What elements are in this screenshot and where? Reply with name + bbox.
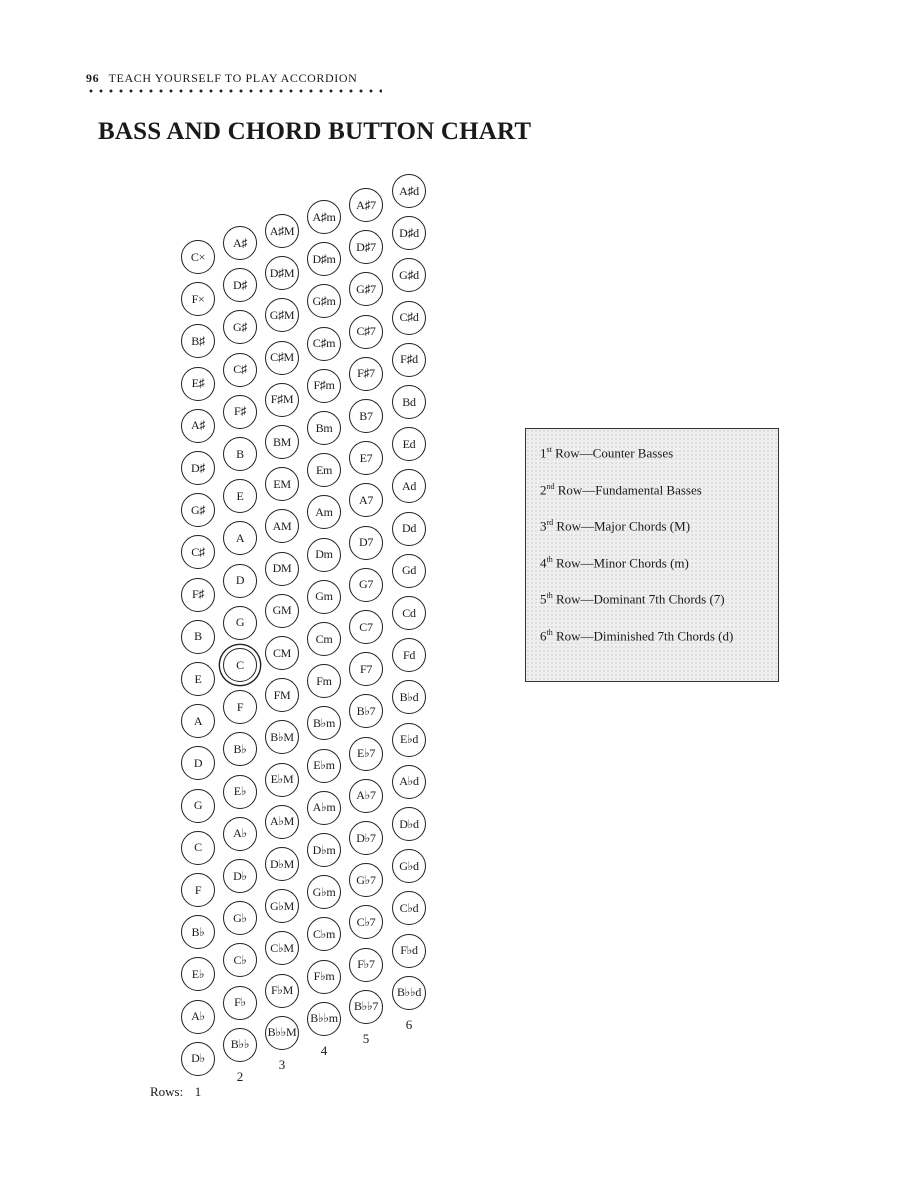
bass-button[interactable]: Ed	[392, 427, 426, 461]
bass-button[interactable]: Gm	[307, 580, 341, 614]
bass-button[interactable]: Cm	[307, 622, 341, 656]
bass-button[interactable]: G♭7	[349, 863, 383, 897]
bass-button[interactable]: C♭m	[307, 917, 341, 951]
bass-button[interactable]: G	[223, 606, 257, 640]
bass-button[interactable]: D♯7	[349, 230, 383, 264]
bass-button[interactable]: A♯d	[392, 174, 426, 208]
bass-button[interactable]: C♯m	[307, 327, 341, 361]
bass-button[interactable]: A♯	[223, 226, 257, 260]
bass-button[interactable]: G♯M	[265, 298, 299, 332]
bass-button[interactable]: C7	[349, 610, 383, 644]
bass-button[interactable]: FM	[265, 678, 299, 712]
legend-item: 4th Row—Minor Chords (m)	[540, 554, 689, 570]
bass-button[interactable]: D♭M	[265, 847, 299, 881]
bass-button[interactable]: F♯M	[265, 383, 299, 417]
bass-button[interactable]: A♭	[181, 1000, 215, 1034]
bass-button[interactable]: G♭m	[307, 875, 341, 909]
legend-item: 1st Row—Counter Basses	[540, 445, 674, 461]
bass-button[interactable]: B♭♭m	[307, 1002, 341, 1036]
bass-button[interactable]: E♭	[181, 957, 215, 991]
bass-button[interactable]: F×	[181, 282, 215, 316]
page-title: BASS AND CHORD BUTTON CHART	[98, 118, 532, 145]
bass-button[interactable]: Ad	[392, 469, 426, 503]
bass-button[interactable]: Dd	[392, 512, 426, 546]
bass-button[interactable]: C	[223, 648, 257, 682]
bass-button[interactable]: F♯	[181, 578, 215, 612]
bass-button[interactable]: F♭m	[307, 960, 341, 994]
bass-button[interactable]: C♯	[223, 353, 257, 387]
bass-button[interactable]: E7	[349, 441, 383, 475]
bass-button[interactable]: F♯	[223, 395, 257, 429]
bass-button[interactable]: F♭M	[265, 974, 299, 1008]
bass-button[interactable]: A♭7	[349, 779, 383, 813]
book-title: TEACH YOURSELF TO PLAY ACCORDION	[108, 71, 358, 85]
bass-button[interactable]: A♯	[181, 409, 215, 443]
bass-button[interactable]: D♭m	[307, 833, 341, 867]
bass-button[interactable]: B	[181, 620, 215, 654]
bass-button[interactable]: G♯	[223, 310, 257, 344]
bass-button[interactable]: E♭7	[349, 737, 383, 771]
row-number: 6	[405, 1016, 413, 1032]
bass-button[interactable]: C×	[181, 240, 215, 274]
bass-button[interactable]: G7	[349, 568, 383, 602]
bass-button[interactable]: A♭	[223, 817, 257, 851]
bass-button[interactable]: F♭	[223, 986, 257, 1020]
bass-button[interactable]: C♯d	[392, 301, 426, 335]
bass-button[interactable]: B7	[349, 399, 383, 433]
bass-button[interactable]: G♭M	[265, 889, 299, 923]
legend-item: 2nd Row—Fundamental Basses	[540, 481, 702, 497]
bass-button[interactable]: G	[181, 789, 215, 823]
bass-button[interactable]: B♭m	[307, 706, 341, 740]
legend-box	[525, 428, 779, 682]
bass-button[interactable]: B♭♭M	[265, 1016, 299, 1050]
bass-button[interactable]: G♯7	[349, 272, 383, 306]
bass-button[interactable]: D7	[349, 526, 383, 560]
bass-button[interactable]: A♭m	[307, 791, 341, 825]
bass-button[interactable]: A♭d	[392, 765, 426, 799]
bass-button[interactable]: G♯	[181, 493, 215, 527]
bass-button[interactable]: A7	[349, 483, 383, 517]
bass-button[interactable]: D	[223, 564, 257, 598]
bass-button[interactable]: Fm	[307, 664, 341, 698]
legend-item: 6th Row—Diminished 7th Chords (d)	[540, 627, 734, 643]
bass-button[interactable]: F	[223, 690, 257, 724]
bass-button[interactable]: D♭	[181, 1042, 215, 1076]
bass-button[interactable]: Dm	[307, 538, 341, 572]
bass-button[interactable]: D♯M	[265, 256, 299, 290]
bass-button[interactable]: D♯	[181, 451, 215, 485]
bass-button[interactable]: F♭d	[392, 934, 426, 968]
bass-button[interactable]: EM	[265, 467, 299, 501]
rows-caption: Rows:	[150, 1084, 184, 1099]
bass-button[interactable]: Am	[307, 495, 341, 529]
bass-button[interactable]: C♯M	[265, 341, 299, 375]
row-number: 1	[194, 1084, 202, 1099]
bass-button[interactable]: C	[181, 831, 215, 865]
bass-button[interactable]: E♭M	[265, 763, 299, 797]
bass-button[interactable]: C♭M	[265, 931, 299, 965]
bass-button[interactable]: C♭	[223, 943, 257, 977]
bass-button[interactable]: CM	[265, 636, 299, 670]
bass-button[interactable]: A	[223, 521, 257, 555]
legend-item: 5th Row—Dominant 7th Chords (7)	[540, 591, 725, 607]
bass-button[interactable]: E♯	[181, 367, 215, 401]
bass-button[interactable]: B♭	[223, 732, 257, 766]
bass-button[interactable]: DM	[265, 552, 299, 586]
bass-button[interactable]: F♭7	[349, 948, 383, 982]
bass-button[interactable]: C♭7	[349, 905, 383, 939]
bass-button[interactable]: B♭♭	[223, 1028, 257, 1062]
bass-button[interactable]: E♭	[223, 775, 257, 809]
bass-button[interactable]: C♯7	[349, 315, 383, 349]
bass-button[interactable]: G♯d	[392, 258, 426, 292]
bass-button[interactable]: A	[181, 704, 215, 738]
bass-button[interactable]: B	[223, 437, 257, 471]
bass-button[interactable]: B♭M	[265, 720, 299, 754]
bass-button[interactable]: D♭d	[392, 807, 426, 841]
bass-button[interactable]: A♯7	[349, 188, 383, 222]
bass-button[interactable]: BM	[265, 425, 299, 459]
bass-button[interactable]: C♯	[181, 535, 215, 569]
bass-button[interactable]: Em	[307, 453, 341, 487]
bass-button[interactable]: E	[181, 662, 215, 696]
bass-button[interactable]: F7	[349, 652, 383, 686]
bass-button[interactable]: E♭m	[307, 749, 341, 783]
bass-button[interactable]: G♯m	[307, 284, 341, 318]
bass-button[interactable]: D	[181, 746, 215, 780]
bass-button[interactable]: Fd	[392, 638, 426, 672]
bass-button[interactable]: Bd	[392, 385, 426, 419]
bass-button[interactable]: G♭d	[392, 849, 426, 883]
bass-button[interactable]: D♭	[223, 859, 257, 893]
bass-button[interactable]: D♯	[223, 268, 257, 302]
bass-button[interactable]: B♭♭d	[392, 976, 426, 1010]
bass-button[interactable]: A♯m	[307, 200, 341, 234]
row-number: 4	[320, 1042, 328, 1058]
bass-button[interactable]: C♭d	[392, 891, 426, 925]
row-number: 5	[362, 1030, 370, 1046]
bass-button[interactable]: D♯d	[392, 216, 426, 250]
bass-button[interactable]: Cd	[392, 596, 426, 630]
bass-button[interactable]: G♭	[223, 901, 257, 935]
bass-button[interactable]: AM	[265, 509, 299, 543]
bass-button[interactable]: Gd	[392, 554, 426, 588]
page-number: 96	[86, 71, 100, 85]
row-number: 2	[236, 1068, 244, 1084]
row-number: 3	[278, 1056, 286, 1072]
bass-button[interactable]: F	[181, 873, 215, 907]
bass-button[interactable]: B♭♭7	[349, 990, 383, 1024]
bass-button[interactable]: F♯d	[392, 343, 426, 377]
bass-button[interactable]: Bm	[307, 411, 341, 445]
bass-button[interactable]: B♭d	[392, 680, 426, 714]
bass-button[interactable]: B♭	[181, 915, 215, 949]
bass-button[interactable]: F♯m	[307, 369, 341, 403]
bass-button[interactable]: D♭7	[349, 821, 383, 855]
bass-button[interactable]: D♯m	[307, 242, 341, 276]
bass-button[interactable]: F♯7	[349, 357, 383, 391]
legend-item: 3rd Row—Major Chords (M)	[540, 518, 691, 534]
bass-button[interactable]: A♯M	[265, 214, 299, 248]
bass-button[interactable]: B♯	[181, 324, 215, 358]
bass-button[interactable]: A♭M	[265, 805, 299, 839]
bass-button[interactable]: GM	[265, 594, 299, 628]
bass-button[interactable]: E	[223, 479, 257, 513]
bass-button[interactable]: B♭7	[349, 694, 383, 728]
bass-button[interactable]: E♭d	[392, 723, 426, 757]
